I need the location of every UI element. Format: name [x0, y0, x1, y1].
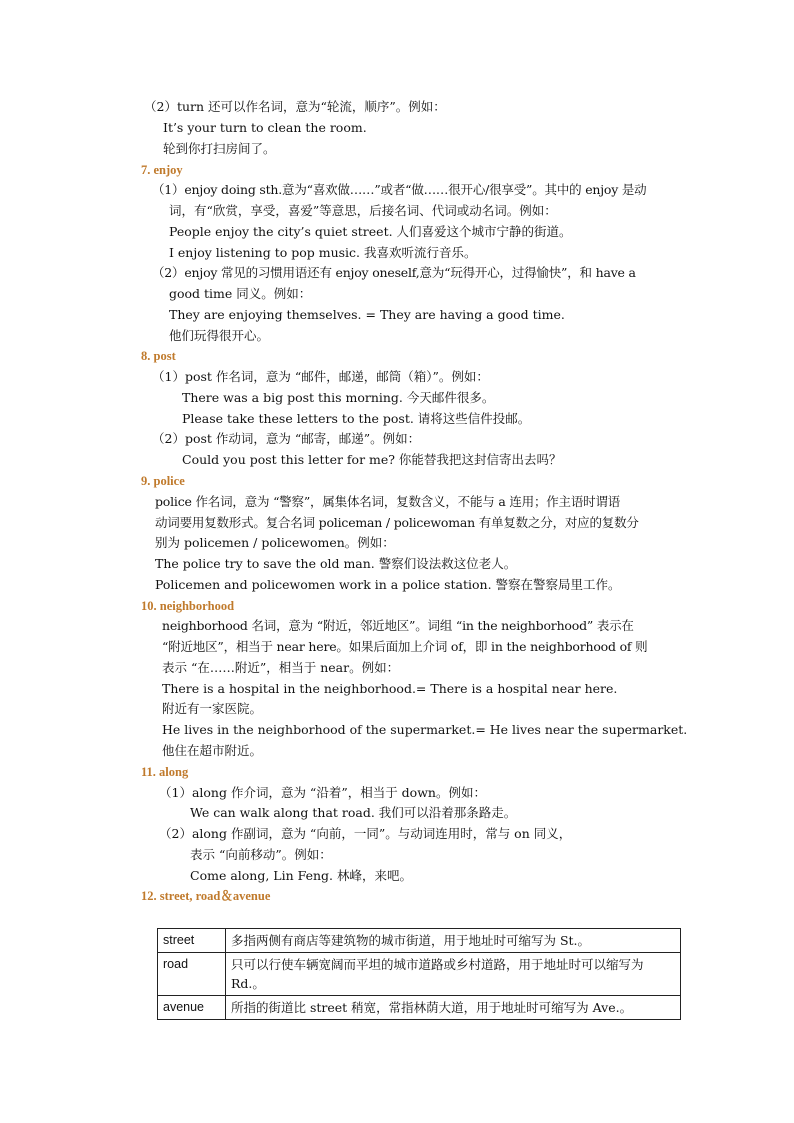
- example-line: I enjoy listening to pop music. 我喜欢听流行音乐。: [169, 245, 477, 260]
- paragraph-line: （2）along 作副词，意为 “向前，一同”。与动词连用时，常与 on 同义，: [159, 826, 572, 841]
- example-line: We can walk along that road. 我们可以沿着那条路走。: [190, 805, 517, 820]
- section-heading: 9. police: [141, 474, 185, 488]
- table-row: [158, 929, 681, 953]
- paragraph-line: （2）post 作动词，意为 “邮寄，邮递”。例如：: [152, 431, 421, 446]
- table-row: [158, 996, 681, 1020]
- table-cell-term: avenue: [158, 996, 226, 1020]
- example-line: Please take these letters to the post. 请将这些信件投邮。: [182, 411, 531, 426]
- section-heading: 7. enjoy: [141, 163, 183, 177]
- table-cell-description: 所指的街道比 street 稍宽，常指林荫大道，用于地址时可缩写为 Ave.。: [226, 996, 681, 1020]
- section-heading: 10. neighborhood: [141, 599, 235, 613]
- paragraph-line: 别为 policemen / policewomen。例如：: [155, 535, 395, 550]
- example-line: People enjoy the city’s quiet street. 人们喜爱这个城市宁静的街道。: [169, 224, 572, 239]
- paragraph-line: police 作名词，意为 “警察”，属集体名词，复数含义，不能与 a 连用；作主语时谓语: [155, 494, 621, 509]
- paragraph-line: good time 同义。例如：: [169, 286, 312, 301]
- table-cell-description: 只可以行使车辆宽阔而平坦的城市道路或乡村道路，用于地址时可以缩写为 Rd.。: [226, 953, 681, 996]
- example-line: 轮到你打扫房间了。: [163, 141, 276, 156]
- paragraph-line: neighborhood 名词，意为 “附近，邻近地区”。词组 “in the neighborhood” 表示在: [162, 618, 634, 633]
- section-heading: 12. street, road＆avenue: [141, 889, 271, 903]
- paragraph-line: （1）enjoy doing sth.意为“喜欢做……”或者“做……很开心/很享受”。其中的 enjoy 是动: [152, 182, 647, 197]
- paragraph-line: （1）post 作名词，意为 “邮件，邮递，邮筒（箱）”。例如：: [152, 369, 489, 384]
- table-row: [158, 953, 681, 996]
- table-cell-term: road: [158, 953, 226, 996]
- section-heading: 11. along: [141, 765, 189, 779]
- example-line: It’s your turn to clean the room.: [163, 120, 367, 135]
- example-line: 他们玩得很开心。: [169, 328, 270, 343]
- paragraph-line: 表示 “在……附近”，相当于 near。例如：: [162, 660, 400, 675]
- example-line: Policemen and policewomen work in a police station. 警察在警察局里工作。: [155, 577, 621, 592]
- example-line: There was a big post this morning. 今天邮件很多。: [182, 390, 495, 405]
- table-cell-description: 多指两侧有商店等建筑物的城市街道，用于地址时可缩写为 St.。: [226, 929, 681, 953]
- comparison-table: [157, 928, 681, 1020]
- example-line: They are enjoying themselves. = They are having a good time.: [169, 307, 565, 322]
- section-heading: 8. post: [141, 349, 176, 363]
- example-line: 他住在超市附近。: [162, 743, 263, 758]
- paragraph-line: 表示 “向前移动”。例如：: [190, 847, 332, 862]
- example-line: 附近有一家医院。: [162, 701, 263, 716]
- example-line: There is a hospital in the neighborhood.= There is a hospital near here.: [162, 681, 618, 696]
- paragraph-line: （2）turn 还可以作名词，意为“轮流，顺序”。例如：: [144, 99, 446, 114]
- paragraph-line: （2）enjoy 常见的习惯用语还有 enjoy oneself,意为“玩得开心，过得愉快”，和 have a: [152, 265, 636, 280]
- paragraph-line: “附近地区”，相当于 near here。如果后面加上介词 of，即 in the neighborhood of 则: [162, 639, 648, 654]
- paragraph-line: 动词要用复数形式。复合名词 policeman / policewoman 有单复数之分，对应的复数分: [155, 515, 639, 530]
- paragraph-line: 词，有“欣赏，享受，喜爱”等意思，后接名词、代词或动名词。例如：: [169, 203, 557, 218]
- paragraph-line: （1）along 作介词，意为 “沿着”，相当于 down。例如：: [159, 785, 486, 800]
- example-line: He lives in the neighborhood of the supermarket.= He lives near the supermarket.: [162, 722, 688, 737]
- example-line: Come along, Lin Feng. 林峰，来吧。: [190, 868, 412, 883]
- table-cell-term: street: [158, 929, 226, 953]
- example-line: The police try to save the old man. 警察们设法救这位老人。: [155, 556, 517, 571]
- example-line: Could you post this letter for me? 你能替我把这封信寄出去吗？: [182, 452, 562, 467]
